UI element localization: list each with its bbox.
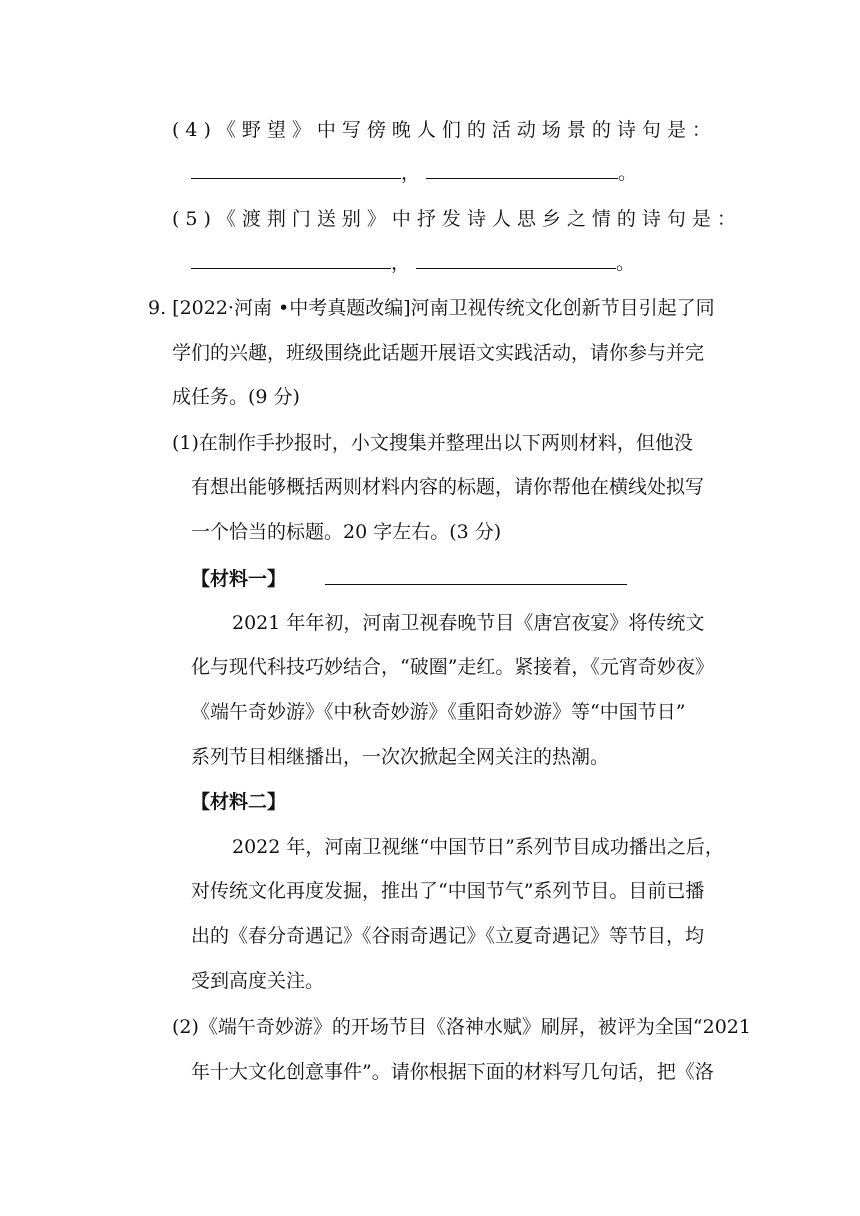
material2-line: 对传统文化再度发掘，推出了“中国节气”系列节目。目前已播: [191, 880, 705, 902]
q9-sub2-line: (2)《端午奇妙游》的开场节目《洛神水赋》刷屏，被评为全国“2021: [172, 1016, 751, 1038]
material2-line: 受到高度关注。: [191, 970, 325, 992]
material2-line: 2022 年，河南卫视继“中国节日”系列节目成功播出之后，: [232, 836, 724, 858]
q9-sub1-line: 一个恰当的标题。20 字左右。(3 分): [191, 521, 502, 543]
q9-stem-line: 学们的兴趣，班级围绕此话题开展语文实践活动，请你参与并完: [172, 342, 705, 364]
answer-blank[interactable]: [416, 250, 616, 269]
title-answer-line: [325, 566, 627, 592]
material1-line: 系列节目相继播出，一次次掀起全网关注的热潮。: [191, 746, 610, 768]
material1-line: 《端午奇妙游》《中秋奇妙游》《重阳奇妙游》等“中国节日”: [191, 701, 686, 723]
comma: ，: [391, 252, 411, 274]
material1-label: 【材料一】: [191, 568, 287, 590]
answer-blank[interactable]: [191, 160, 401, 179]
q9-sub1-line: 有想出能够概括两则材料内容的标题，请你帮他在横线处拟写: [191, 476, 705, 498]
q8-part5-prompt: (5)《渡荆门送别》中抒发诗人思乡之情的诗句是：: [172, 208, 742, 230]
material2-line: 出的《春分奇遇记》《谷雨奇遇记》《立夏奇遇记》等节目，均: [191, 925, 705, 947]
answer-blank[interactable]: [191, 250, 391, 269]
period: 。: [618, 162, 638, 184]
comma: ，: [401, 162, 421, 184]
q9-sub1-line: (1)在制作手抄报时，小文搜集并整理出以下两则材料，但他没: [172, 432, 693, 454]
material1-line: 化与现代科技巧妙结合，“破圈”走红。紧接着，《元宵奇妙夜》: [191, 656, 714, 678]
answer-blank[interactable]: [325, 566, 627, 585]
period: 。: [616, 252, 636, 274]
q9-stem-line: 9. [2022·河南 •中考真题改编]河南卫视传统文化创新节目引起了同: [148, 297, 715, 319]
material2-label: 【材料二】: [191, 791, 287, 813]
material1-line: 2021 年年初，河南卫视春晚节目《唐宫夜宴》将传统文: [232, 612, 705, 634]
answer-blank[interactable]: [426, 160, 618, 179]
q8-part5-answer-line: [191, 250, 635, 276]
q8-part4-answer-line: [191, 160, 637, 186]
q9-sub2-line: 年十大文化创意事件”。请你根据下面的材料写几句话，把《洛: [191, 1061, 714, 1083]
q9-stem-line: 成任务。(9 分): [172, 386, 300, 408]
q8-part4-prompt: (4)《野望》中写傍晚人们的活动场景的诗句是：: [172, 119, 717, 141]
